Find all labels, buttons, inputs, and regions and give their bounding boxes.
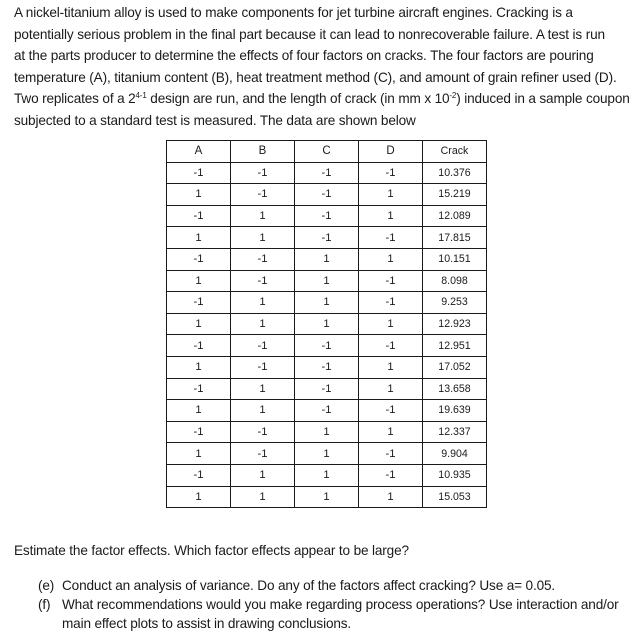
cell-b: 1: [231, 464, 295, 486]
intro-line-2: potentially serious problem in the final part because it can lead to nonrecoverable failure. A test is run: [14, 26, 605, 42]
header-c: C: [295, 141, 359, 163]
cell-crack: 15.053: [423, 486, 487, 508]
part-f: [38, 595, 638, 633]
cell-b: -1: [231, 443, 295, 465]
cell-d: -1: [359, 292, 423, 314]
part-e-text: Conduct an analysis of variance. Do any of the factors affect cracking? Use a= 0.05.: [62, 578, 556, 593]
cell-c: 1: [295, 313, 359, 335]
cell-d: 1: [359, 184, 423, 206]
cell-d: -1: [359, 335, 423, 357]
intro-line-4: temperature (A), titanium content (B), heat treatment method (C), and amount of grain refiner used (D).: [14, 69, 617, 85]
part-e-label: (e): [38, 578, 55, 593]
cell-c: 1: [295, 464, 359, 486]
cell-crack: 19.639: [423, 400, 487, 422]
table-row: [167, 378, 487, 400]
cell-b: -1: [231, 421, 295, 443]
table-row: [167, 400, 487, 422]
cell-c: 1: [295, 292, 359, 314]
unit-exponent: -2: [449, 91, 457, 101]
cell-a: 1: [167, 313, 231, 335]
cell-crack: 12.951: [423, 335, 487, 357]
cell-d: -1: [359, 162, 423, 184]
intro-line-5-mid: design are run, and the length of crack (in mm x 10: [146, 91, 450, 107]
cell-a: 1: [167, 227, 231, 249]
cell-c: -1: [295, 184, 359, 206]
cell-c: -1: [295, 356, 359, 378]
cell-c: 1: [295, 421, 359, 443]
header-a: A: [167, 141, 231, 163]
table-row: [167, 292, 487, 314]
cell-c: -1: [295, 162, 359, 184]
cell-crack: 17.052: [423, 356, 487, 378]
part-f-label: (f): [38, 597, 51, 612]
problem-intro: [14, 2, 642, 132]
cell-d: 1: [359, 313, 423, 335]
cell-c: 1: [295, 486, 359, 508]
cell-d: 1: [359, 356, 423, 378]
intro-line-3: at the parts producer to determine the effects of four factors on cracks. The four factors are pouring: [14, 48, 594, 64]
table-row: [167, 313, 487, 335]
table-row: [167, 248, 487, 270]
cell-b: -1: [231, 270, 295, 292]
cell-b: 1: [231, 378, 295, 400]
cell-a: 1: [167, 443, 231, 465]
cell-b: -1: [231, 184, 295, 206]
cell-c: -1: [295, 205, 359, 227]
cell-c: 1: [295, 270, 359, 292]
table-row: [167, 227, 487, 249]
table-row: [167, 335, 487, 357]
table-body: [167, 162, 487, 508]
header-crack: Crack: [423, 141, 487, 163]
cell-crack: 13.658: [423, 378, 487, 400]
cell-crack: 8.098: [423, 270, 487, 292]
cell-a: -1: [167, 421, 231, 443]
cell-a: -1: [167, 378, 231, 400]
cell-crack: 9.253: [423, 292, 487, 314]
intro-line-5-pre: Two replicates of a 2: [14, 91, 136, 107]
cell-c: -1: [295, 378, 359, 400]
cell-d: 1: [359, 205, 423, 227]
design-exponent: 4-1: [135, 91, 147, 101]
table-row: [167, 356, 487, 378]
cell-a: 1: [167, 184, 231, 206]
cell-crack: 15.219: [423, 184, 487, 206]
cell-c: 1: [295, 443, 359, 465]
cell-crack: 12.923: [423, 313, 487, 335]
cell-b: 1: [231, 486, 295, 508]
cell-a: -1: [167, 464, 231, 486]
cell-a: -1: [167, 162, 231, 184]
cell-c: -1: [295, 227, 359, 249]
cell-b: 1: [231, 227, 295, 249]
cell-d: 1: [359, 248, 423, 270]
cell-b: -1: [231, 356, 295, 378]
cell-d: 1: [359, 421, 423, 443]
cell-d: -1: [359, 270, 423, 292]
cell-b: -1: [231, 248, 295, 270]
cell-a: -1: [167, 248, 231, 270]
cell-crack: 10.151: [423, 248, 487, 270]
cell-b: 1: [231, 400, 295, 422]
cell-crack: 12.337: [423, 421, 487, 443]
intro-line-6: subjected to a standard test is measured. The data are shown below: [14, 112, 416, 128]
intro-line-5: [14, 88, 642, 110]
table-header-row: [167, 141, 487, 163]
table-row: [167, 464, 487, 486]
table-row: [167, 205, 487, 227]
cell-a: 1: [167, 486, 231, 508]
cell-crack: 10.376: [423, 162, 487, 184]
cell-b: -1: [231, 162, 295, 184]
table-row: [167, 270, 487, 292]
cell-c: 1: [295, 248, 359, 270]
question-text: Estimate the factor effects. Which factor effects appear to be large?: [14, 543, 409, 558]
header-b: B: [231, 141, 295, 163]
part-e: [38, 576, 638, 595]
intro-line-5-post: ) induced in a sample coupon: [456, 91, 630, 107]
cell-a: -1: [167, 205, 231, 227]
question-parts: [38, 576, 638, 633]
table-row: [167, 184, 487, 206]
part-f-text: What recommendations would you make regarding process operations? Use interaction and/or main effect plots to assist in drawing conclusions.: [62, 597, 619, 631]
cell-b: -1: [231, 335, 295, 357]
cell-c: -1: [295, 335, 359, 357]
cell-b: 1: [231, 313, 295, 335]
design-data-table: [166, 140, 487, 508]
table-row: [167, 421, 487, 443]
cell-b: 1: [231, 205, 295, 227]
cell-a: -1: [167, 292, 231, 314]
cell-d: -1: [359, 464, 423, 486]
header-d: D: [359, 141, 423, 163]
cell-crack: 12.089: [423, 205, 487, 227]
table-row: [167, 443, 487, 465]
cell-d: 1: [359, 378, 423, 400]
cell-d: 1: [359, 486, 423, 508]
cell-a: -1: [167, 335, 231, 357]
cell-a: 1: [167, 356, 231, 378]
cell-a: 1: [167, 270, 231, 292]
table-row: [167, 162, 487, 184]
cell-d: -1: [359, 227, 423, 249]
cell-b: 1: [231, 292, 295, 314]
cell-c: -1: [295, 400, 359, 422]
cell-crack: 9.904: [423, 443, 487, 465]
cell-crack: 17.815: [423, 227, 487, 249]
table-row: [167, 486, 487, 508]
cell-crack: 10.935: [423, 464, 487, 486]
cell-a: 1: [167, 400, 231, 422]
intro-line-1: A nickel-titanium alloy is used to make components for jet turbine aircraft engines. Cracking is a: [14, 5, 573, 20]
cell-d: -1: [359, 443, 423, 465]
cell-d: -1: [359, 400, 423, 422]
